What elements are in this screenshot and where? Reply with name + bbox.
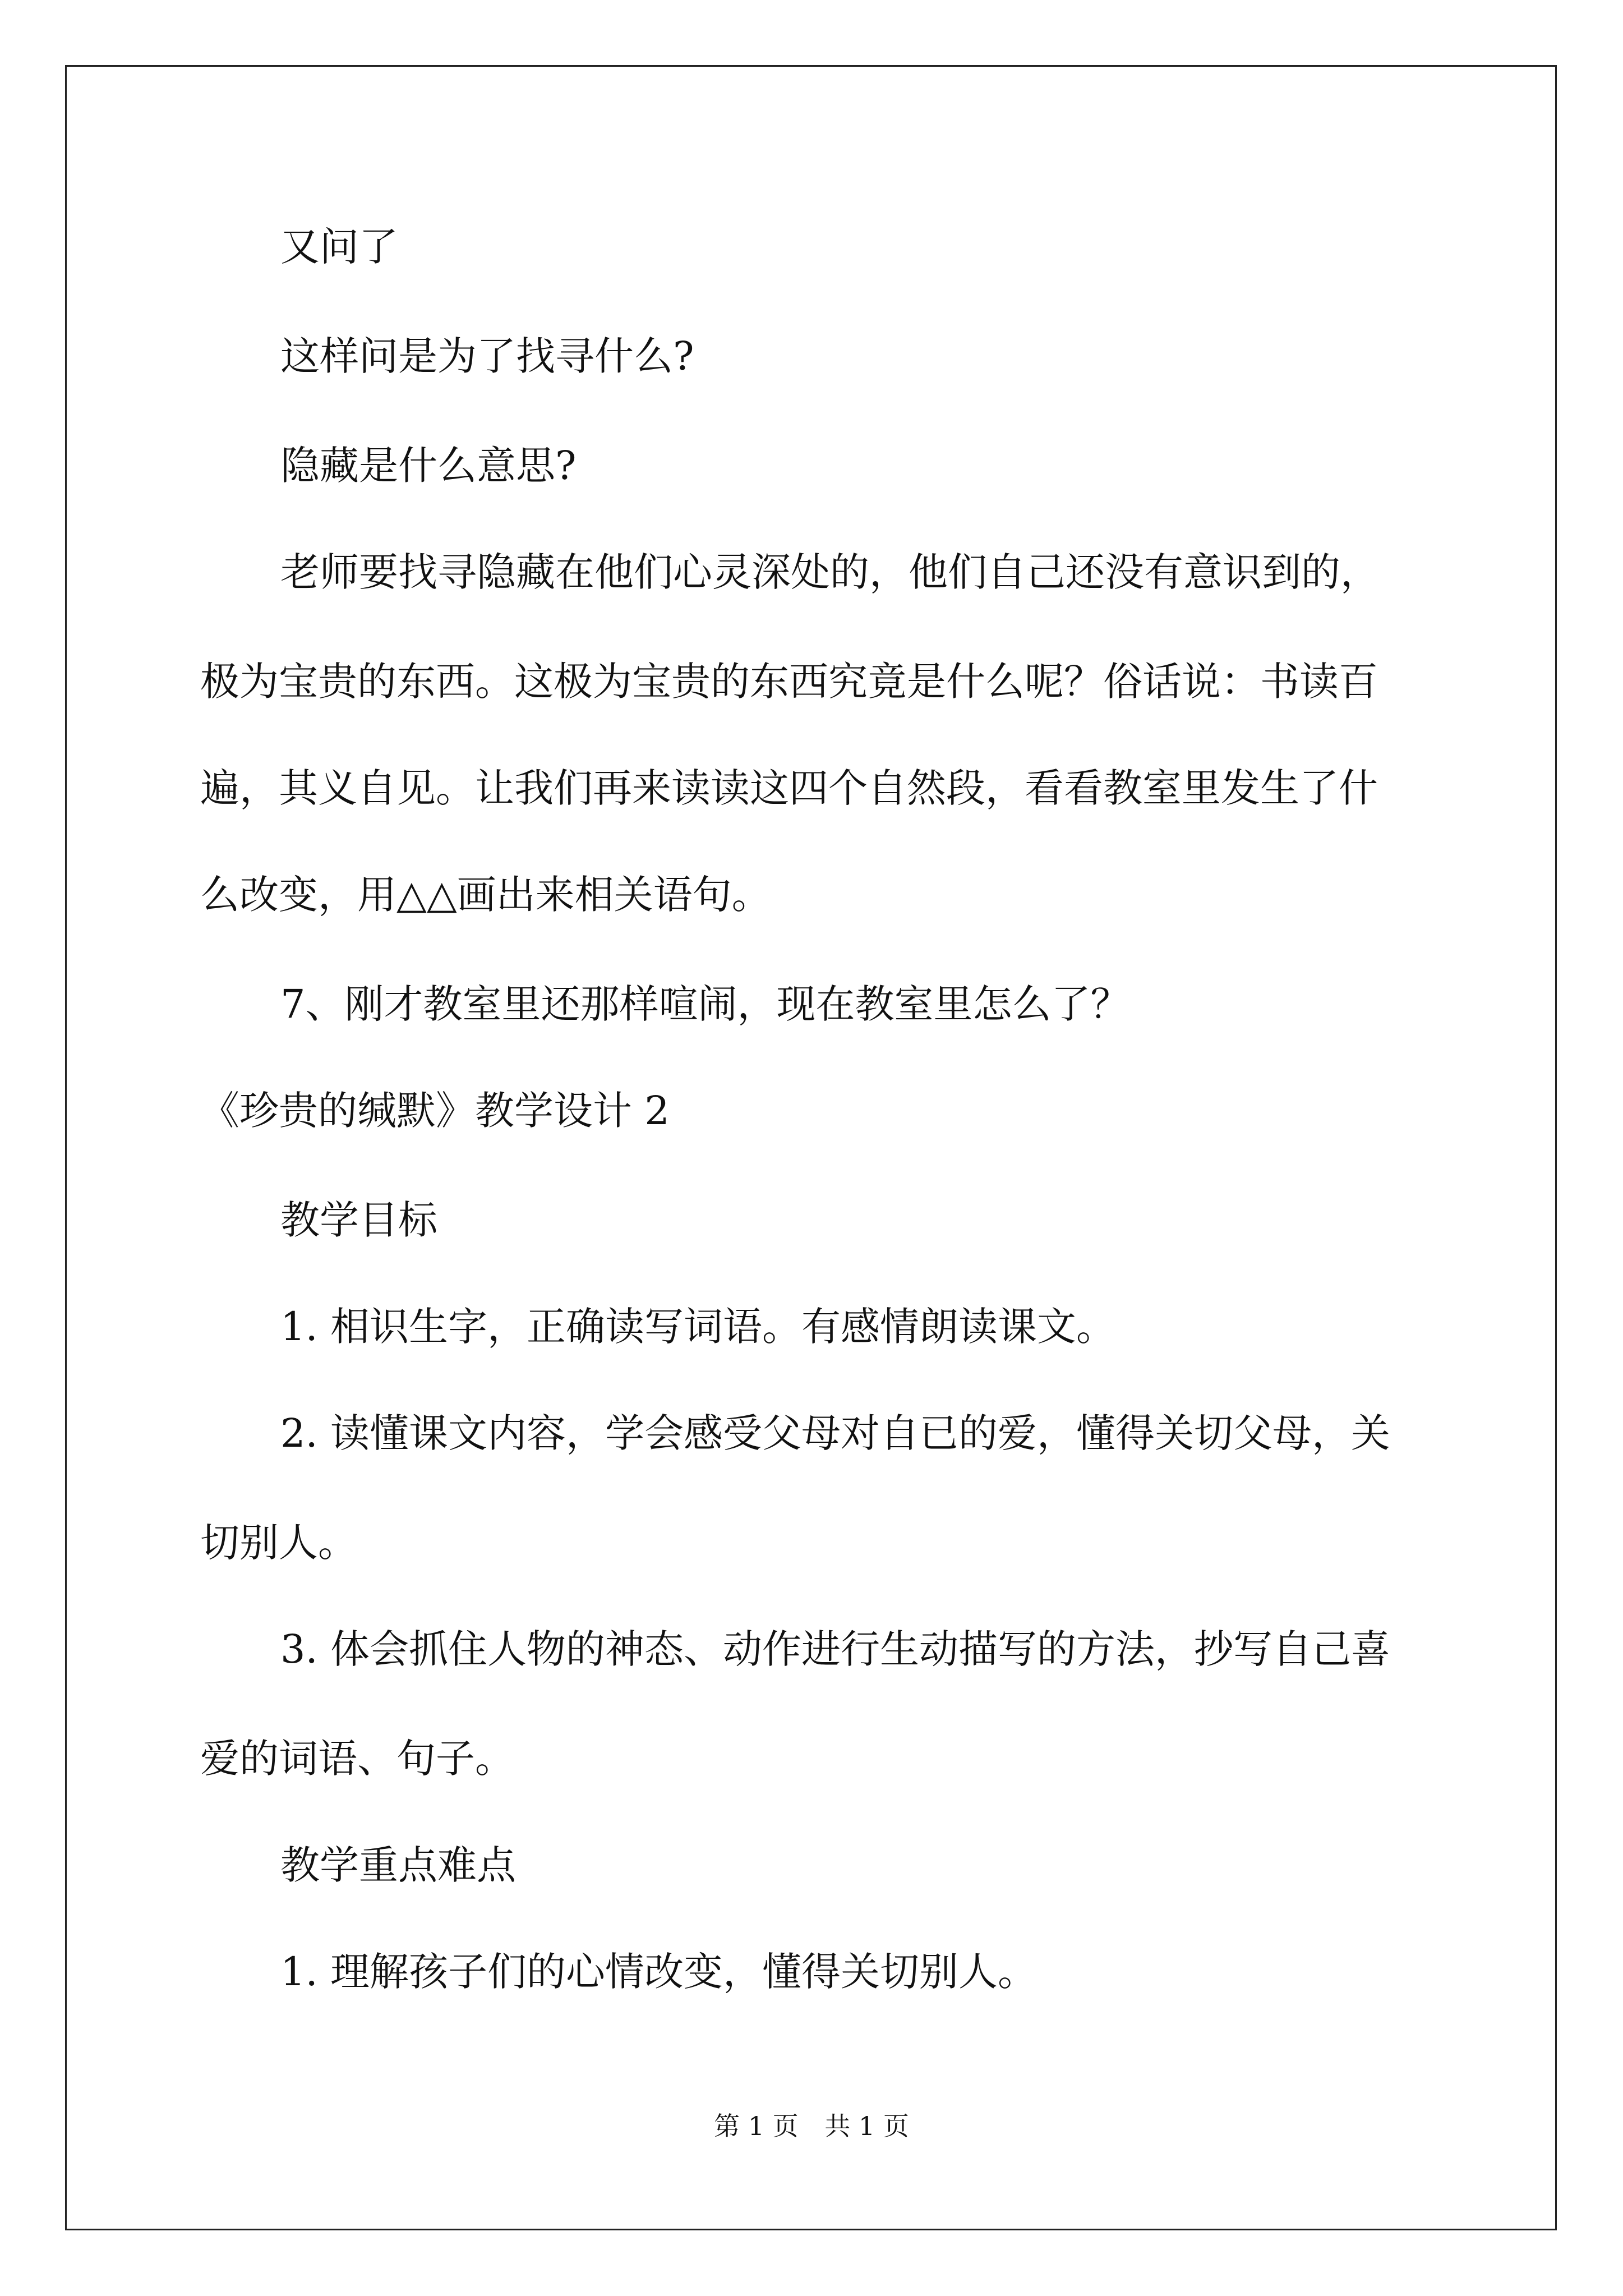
section-heading: 教学目标 [280, 1197, 437, 1243]
list-item: 2. 读懂课文内容，学会感受父母对自已的爱，懂得关切父母，关 [280, 1410, 1391, 1456]
list-item: 3. 体会抓住人物的神态、动作进行生动描写的方法，抄写自己喜 [280, 1626, 1391, 1672]
section-title: 《珍贵的缄默》教学设计 2 [200, 1088, 670, 1134]
section-heading: 教学重点难点 [280, 1842, 516, 1888]
paragraph-line: 隐藏是什么意思? [280, 443, 577, 489]
paragraph-line: 这样问是为了找寻什么? [280, 333, 694, 379]
paragraph-line: 极为宝贵的东西。这极为宝贵的东西究竟是什么呢？俗话说：书读百 [200, 659, 1378, 705]
list-item-continued: 爱的词语、句子。 [200, 1736, 514, 1782]
page-border [65, 65, 1557, 2230]
paragraph-line: 么改变，用△△画出来相关语句。 [200, 872, 771, 918]
list-item-continued: 切别人。 [200, 1520, 357, 1566]
page-footer [0, 2109, 1623, 2143]
paragraph-line: 又问了 [280, 224, 398, 270]
page-number: 第 1 页 [714, 2111, 799, 2141]
paragraph-line: 7、刚才教室里还那样喧闹，现在教室里怎么了？ [280, 981, 1130, 1027]
paragraph-line: 老师要找寻隐藏在他们心灵深处的，他们自己还没有意识到的， [280, 549, 1380, 595]
list-item: 1. 相识生字，正确读写词语。有感情朗读课文。 [280, 1304, 1116, 1350]
paragraph-line: 遍，其义自见。让我们再来读读这四个自然段，看看教室里发生了什 [200, 765, 1378, 811]
list-item: 1. 理解孩子们的心情改变，懂得关切别人。 [280, 1949, 1038, 1995]
page-total: 共 1 页 [824, 2111, 909, 2141]
